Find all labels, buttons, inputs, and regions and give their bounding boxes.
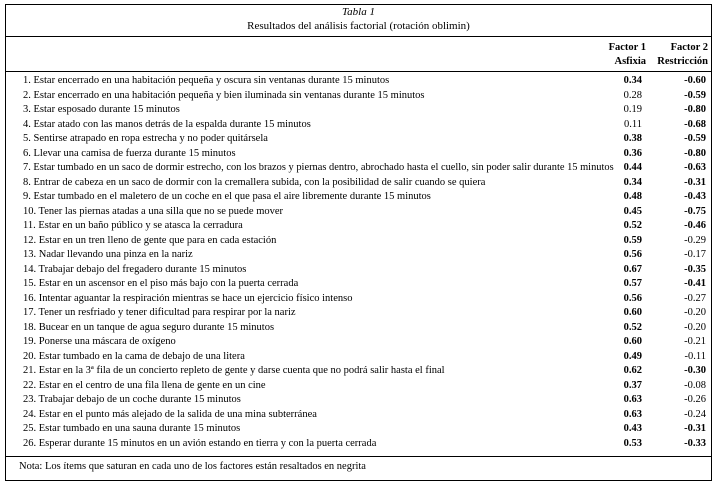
table-row xyxy=(6,176,711,191)
table-row xyxy=(6,437,711,452)
factor2-value: -0.68 xyxy=(684,118,706,130)
factor2-value: -0.11 xyxy=(684,350,706,362)
table-row xyxy=(6,306,711,321)
item-text: 6. Llevar una camisa de fuerza durante 15 minutos xyxy=(23,147,236,159)
factor1-value: 0.36 xyxy=(623,147,642,159)
column-header-factor1: Factor 1 Asfixia xyxy=(608,42,646,67)
factor2-value: -0.17 xyxy=(684,249,706,260)
item-text: 10. Tener las piernas atadas a una silla que no se puede mover xyxy=(23,205,284,217)
factor1-value: 0.11 xyxy=(624,118,642,130)
factor2-value: -0.31 xyxy=(684,176,706,188)
factor1-value: 0.38 xyxy=(623,133,642,144)
factor1-value: 0.56 xyxy=(623,292,642,304)
note-divider xyxy=(6,456,711,457)
title-divider xyxy=(6,36,711,37)
factor2-value: -0.59 xyxy=(684,89,706,101)
factor1-value: 0.63 xyxy=(623,408,642,420)
factor1-value: 0.48 xyxy=(623,191,642,202)
item-text: 3. Estar esposado durante 15 minutos xyxy=(23,104,180,115)
factor1-value: 0.34 xyxy=(623,75,642,86)
item-text: 23. Trabajar debajo de un coche durante 15 minutos xyxy=(23,394,241,405)
table-body xyxy=(6,74,711,451)
factor2-value: -0.30 xyxy=(684,365,706,376)
item-text: 15. Estar en un ascensor en el piso más bajo con la puerta cerrada xyxy=(23,278,299,289)
factor2-value: -0.35 xyxy=(684,263,706,275)
factor2-value: -0.46 xyxy=(684,220,706,231)
table-title: Resultados del análisis factorial (rotación oblimin) xyxy=(247,20,470,32)
factor2-value: -0.20 xyxy=(684,307,706,318)
factor2-value: -0.80 xyxy=(684,147,706,159)
factor2-value: -0.31 xyxy=(684,423,706,434)
factor2-value: -0.33 xyxy=(684,437,706,449)
factor2-value: -0.75 xyxy=(684,205,706,217)
table-row xyxy=(6,234,711,249)
table-row xyxy=(6,219,711,234)
factor1-value: 0.60 xyxy=(623,307,642,318)
table-row xyxy=(6,132,711,147)
table-row xyxy=(6,335,711,350)
factor1-value: 0.19 xyxy=(623,104,642,115)
factor2-value: -0.27 xyxy=(684,292,706,304)
factor1-value: 0.52 xyxy=(623,321,642,333)
table-row xyxy=(6,161,711,176)
factor1-value: 0.60 xyxy=(623,336,642,347)
item-text: 18. Bucear en un tanque de agua seguro durante 15 minutos xyxy=(23,321,275,333)
factor1-value: 0.28 xyxy=(623,89,642,101)
table-row xyxy=(6,147,711,162)
factor2-value: -0.08 xyxy=(684,379,706,391)
factor1-value: 0.62 xyxy=(623,365,642,376)
factor2-value: -0.59 xyxy=(684,133,706,144)
item-text: 26. Esperar durante 15 minutos en un avión estando en tierra y con la puerta cerrada xyxy=(23,437,377,449)
factor1-value: 0.53 xyxy=(623,437,642,449)
item-text: 19. Ponerse una máscara de oxígeno xyxy=(23,336,176,347)
table-row xyxy=(6,393,711,408)
item-text: 12. Estar en un tren lleno de gente que para en cada estación xyxy=(23,234,277,246)
table-row xyxy=(6,292,711,307)
item-text: 9. Estar tumbado en el maletero de un coche en el que pasa el aire libremente durante 15 minutos xyxy=(23,191,431,202)
item-text: 17. Tener un resfriado y tener dificultad para respirar por la nariz xyxy=(23,307,296,318)
factor1-value: 0.49 xyxy=(623,350,642,362)
table-row xyxy=(6,321,711,336)
item-text: 5. Sentirse atrapado en ropa estrecha y no poder quitársela xyxy=(23,133,268,144)
item-text: 1. Estar encerrado en una habitación pequeña y oscura sin ventanas durante 15 minutos xyxy=(23,75,390,86)
factor1-value: 0.57 xyxy=(623,278,642,289)
factor2-value: -0.24 xyxy=(684,408,706,420)
table-row xyxy=(6,422,711,437)
factor2-value: -0.80 xyxy=(684,104,706,115)
item-text: 25. Estar tumbado en una sauna durante 15 minutos xyxy=(23,423,241,434)
item-text: 20. Estar tumbado en la cama de debajo de una litera xyxy=(23,350,245,362)
table-row xyxy=(6,89,711,104)
factor1-value: 0.67 xyxy=(623,263,642,275)
table-row xyxy=(6,408,711,423)
factor1-value: 0.59 xyxy=(623,234,642,246)
table-row xyxy=(6,277,711,292)
item-text: 16. Intentar aguantar la respiración mientras se hace un ejercicio físico intenso xyxy=(23,292,353,304)
item-text: 2. Estar encerrado en una habitación pequeña y bien iluminada sin ventanas durante 15 minutos xyxy=(23,89,425,101)
factor1-value: 0.37 xyxy=(623,379,642,391)
factor1-value: 0.34 xyxy=(623,176,642,188)
table-row xyxy=(6,118,711,133)
factor2-value: -0.26 xyxy=(684,394,706,405)
item-text: 13. Nadar llevando una pinza en la nariz xyxy=(23,249,193,260)
factor2-value: -0.29 xyxy=(684,234,706,246)
table-frame xyxy=(5,4,712,481)
factor2-value: -0.63 xyxy=(684,162,706,173)
factor2-value: -0.20 xyxy=(684,321,706,333)
table-note: Nota: Los ítems que saturan en cada uno de los factores están resaltados en negrita xyxy=(19,461,366,472)
item-text: 11. Estar en un baño público y se atasca la cerradura xyxy=(23,220,243,231)
factor2-value: -0.41 xyxy=(684,278,706,289)
item-text: 24. Estar en el punto más alejado de la salida de una mina subterránea xyxy=(23,408,317,420)
item-text: 21. Estar en la 3ª fila de un concierto repleto de gente y darse cuenta que no podrá salir hasta el final xyxy=(23,365,445,376)
factor1-value: 0.45 xyxy=(623,205,642,217)
factor2-value: -0.43 xyxy=(684,191,706,202)
factor1-value: 0.52 xyxy=(623,220,642,231)
factor1-value: 0.56 xyxy=(623,249,642,260)
table-label: Tabla 1 xyxy=(342,6,375,18)
table-row xyxy=(6,248,711,263)
factor1-value: 0.43 xyxy=(623,423,642,434)
item-text: 7. Estar tumbado en un saco de dormir estrecho, con los brazos y piernas dentro, abrochado hasta el cuello, sin poder salir durante 15 minutos xyxy=(23,162,614,173)
item-text: 22. Estar en el centro de una fila llena de gente en un cine xyxy=(23,379,266,391)
table-row xyxy=(6,350,711,365)
table-row xyxy=(6,263,711,278)
table-row xyxy=(6,74,711,89)
factor2-value: -0.60 xyxy=(684,75,706,86)
table-row xyxy=(6,205,711,220)
factor1-value: 0.63 xyxy=(623,394,642,405)
factor2-value: -0.21 xyxy=(684,336,706,347)
item-text: 8. Entrar de cabeza en un saco de dormir con la cremallera subida, con la posibilidad de salir cuando se quiera xyxy=(23,176,486,188)
table-row xyxy=(6,379,711,394)
table-row xyxy=(6,364,711,379)
factor1-value: 0.44 xyxy=(623,162,642,173)
item-text: 4. Estar atado con las manos detrás de la espalda durante 15 minutos xyxy=(23,118,311,130)
column-header-factor2: Factor 2 Restricción xyxy=(657,42,708,67)
item-text: 14. Trabajar debajo del fregadero durante 15 minutos xyxy=(23,263,247,275)
header-divider xyxy=(6,71,711,72)
table-row xyxy=(6,103,711,118)
table-row xyxy=(6,190,711,205)
